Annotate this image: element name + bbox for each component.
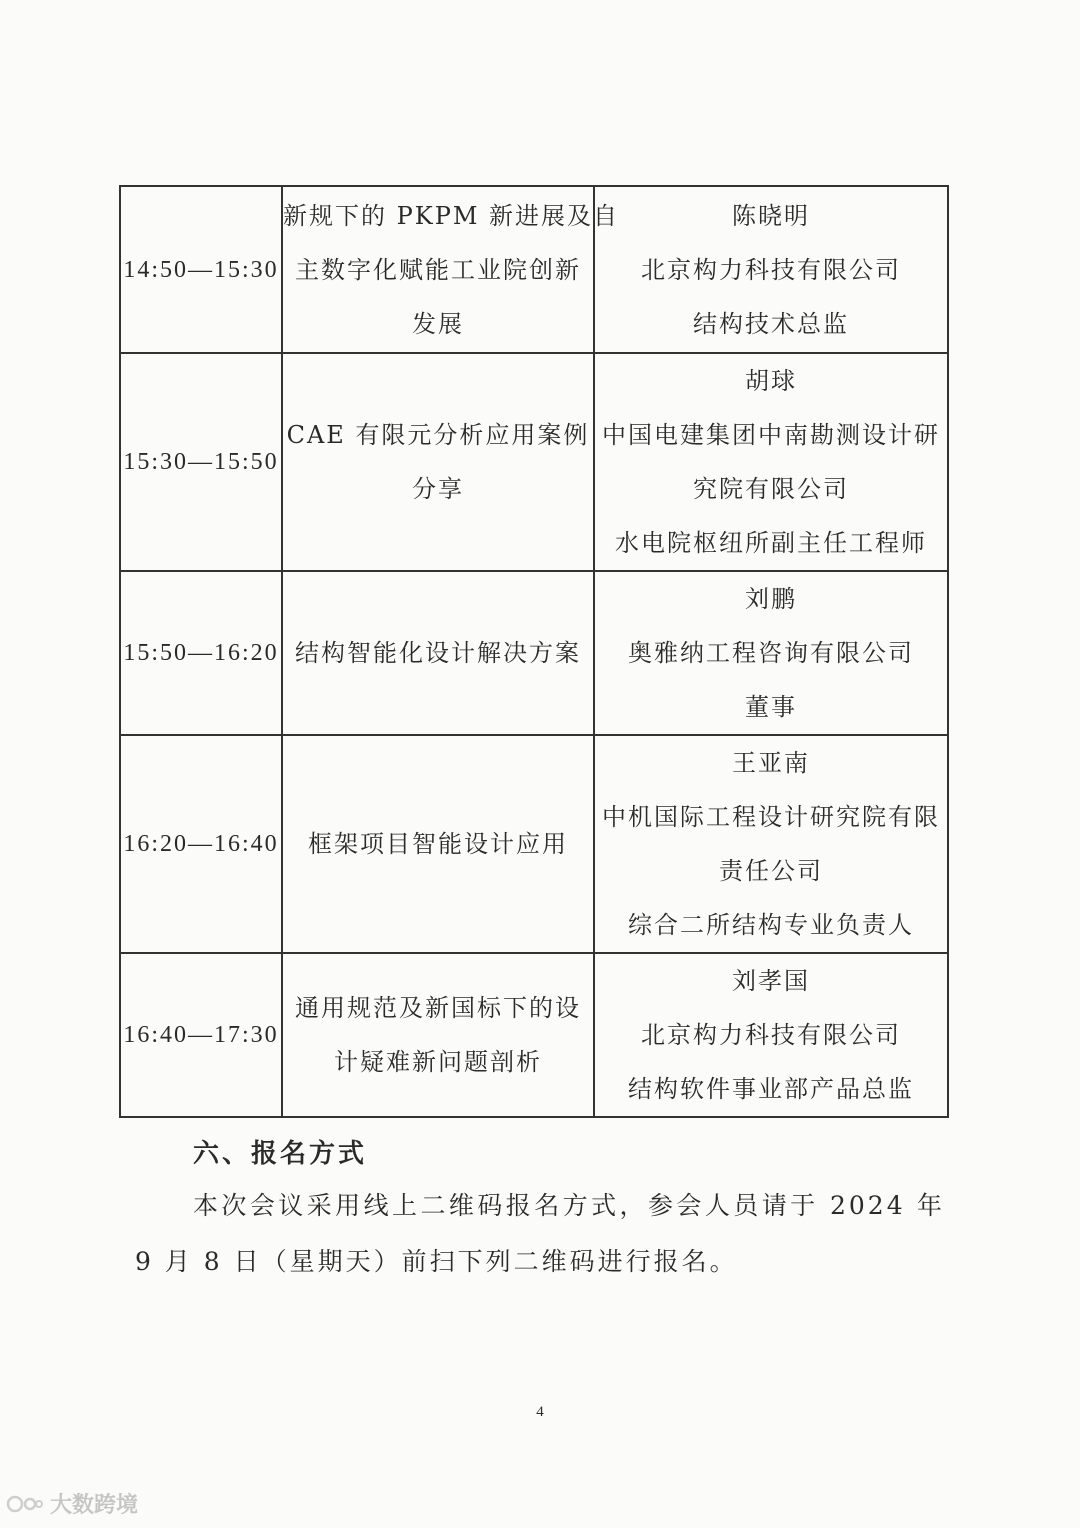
topic-cell [282, 735, 594, 953]
topic-line: 通用规范及新国标下的设 [295, 994, 581, 1022]
topic-line: CAE 有限元分析应用案例 [286, 421, 590, 449]
speaker-affiliation-line: 责任公司 [719, 857, 823, 885]
speaker-cell [594, 735, 948, 953]
time-cell: 16:40—17:30 [120, 953, 282, 1117]
speaker-affiliation-line: 中机国际工程设计研究院有限 [602, 803, 940, 831]
registration-paragraph: 本次会议采用线上二维码报名方式，参会人员请于 2024 年 9 月 8 日（星期天）前扫下列二维码进行报名。 [135, 1191, 945, 1276]
schedule-table [119, 185, 949, 1118]
watermark [6, 1488, 138, 1519]
speaker-affiliation-line: 中国电建集团中南勘测设计研 [602, 421, 940, 449]
topic-cell [282, 953, 594, 1117]
speaker-affiliation-line: 究院有限公司 [693, 475, 849, 503]
speaker-cell [594, 353, 948, 571]
speaker-cell [594, 186, 948, 353]
topic-line: 发展 [412, 309, 464, 338]
watermark-text: 大数跨境 [50, 1493, 139, 1518]
speaker-affiliation-line: 综合二所结构专业负责人 [628, 911, 914, 939]
topic-line: 主数字化赋能工业院创新 [295, 255, 581, 284]
speaker-cell [594, 953, 948, 1117]
page-number: 4 [536, 1404, 544, 1420]
topic-cell [282, 353, 594, 571]
speaker-affiliation-line: 奥雅纳工程咨询有限公司 [628, 639, 914, 667]
speaker-name: 刘孝国 [732, 967, 810, 995]
speaker-affiliation-line: 水电院枢纽所副主任工程师 [615, 529, 927, 557]
speaker-affiliation-line: 董事 [745, 693, 797, 721]
speaker-name: 胡球 [745, 367, 797, 395]
topic-cell [282, 186, 620, 353]
speaker-cell [594, 571, 948, 735]
topic-cell [282, 571, 594, 735]
time-cell: 14:50—15:30 [120, 186, 282, 353]
topic-line: 计疑难新问题剖析 [334, 1048, 542, 1076]
time-cell: 16:20—16:40 [120, 735, 282, 953]
speaker-affiliation-line: 北京构力科技有限公司 [641, 1021, 901, 1049]
speaker-affiliation-line: 北京构力科技有限公司 [641, 255, 901, 284]
topic-line: 新规下的 PKPM 新进展及自 [283, 201, 620, 230]
speaker-affiliation-line: 结构软件事业部产品总监 [628, 1075, 914, 1103]
section-heading: 六、报名方式 [193, 1139, 368, 1169]
brand-logo-icon [6, 1492, 44, 1516]
table-row [120, 353, 948, 571]
speaker-name: 刘鹏 [745, 585, 797, 613]
table-row [120, 186, 948, 353]
time-cell: 15:30—15:50 [120, 353, 282, 571]
topic-line: 框架项目智能设计应用 [308, 830, 568, 858]
table-row [120, 571, 948, 735]
table-row [120, 735, 948, 953]
time-cell: 15:50—16:20 [120, 571, 282, 735]
topic-line: 结构智能化设计解决方案 [295, 639, 581, 667]
speaker-name: 陈晓明 [732, 201, 810, 230]
speaker-affiliation-line: 结构技术总监 [693, 309, 849, 338]
schedule-table-body [120, 186, 948, 1117]
speaker-name: 王亚南 [732, 749, 810, 777]
topic-line: 分享 [412, 475, 464, 503]
table-row [120, 953, 948, 1117]
